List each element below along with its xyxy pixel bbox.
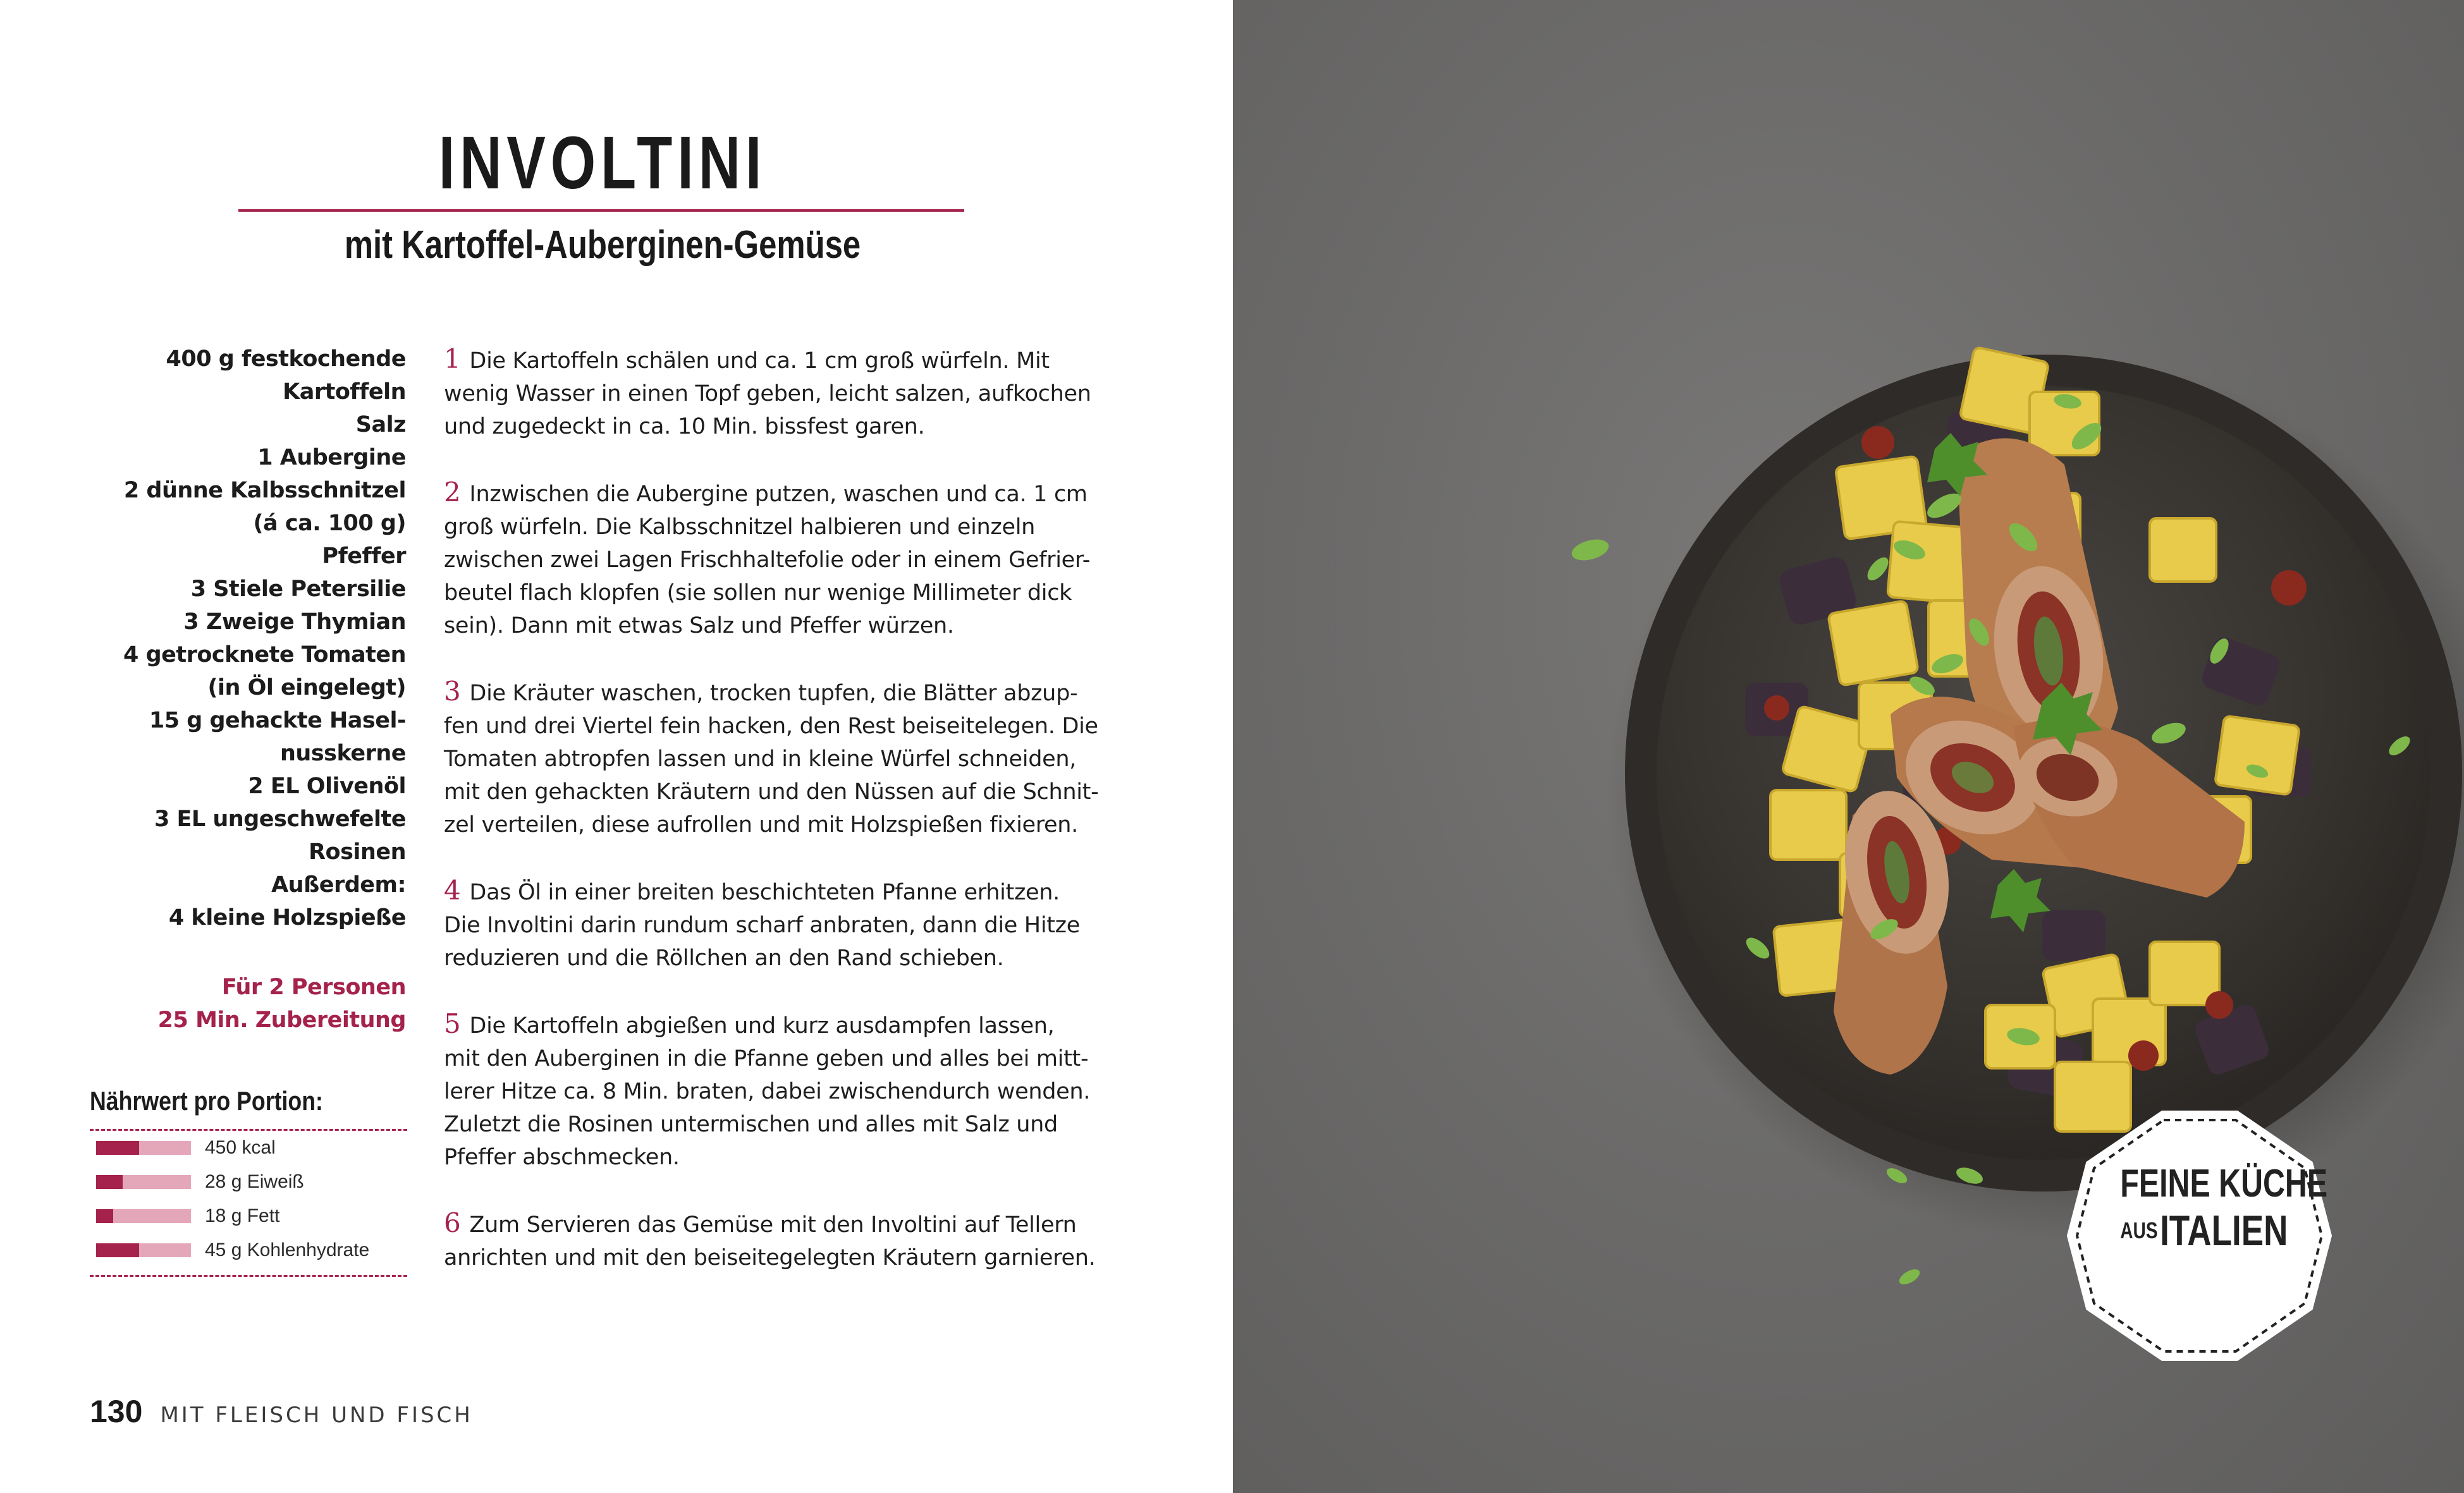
nutrition-label: 18 g Fett [205, 1205, 280, 1226]
step-line: Zuletzt die Rosinen untermischen und alles mit Salz und [444, 1112, 1058, 1137]
step-line [444, 1008, 1114, 1042]
badge-italien: ITALIEN [2160, 1207, 2288, 1255]
recipe-meta [95, 971, 406, 1037]
step-number: 6 [444, 1207, 461, 1238]
recipe-title: INVOLTINI [438, 121, 767, 205]
ingredient-line: nusskerne [280, 741, 406, 766]
ingredient-line: 15 g gehackte Hasel- [149, 708, 406, 733]
ingredient-line: Pfeffer [322, 544, 406, 569]
ingredient-line: 4 getrocknete Tomaten [123, 642, 406, 667]
step-number: 3 [444, 676, 461, 707]
nutrition-title: Nährwert pro Portion: [90, 1086, 323, 1116]
step-line [444, 343, 1114, 377]
step-text: Die Kartoffeln abgießen und kurz ausdampfen lassen, [469, 1013, 1055, 1039]
badge-aus: AUS [2120, 1217, 2158, 1243]
nutrition-bar-fill [96, 1243, 139, 1257]
instructions [444, 343, 1114, 1307]
step-line: groß würfeln. Die Kalbsschnitzel halbieren und einzeln [444, 515, 1036, 540]
nutrition-bar [96, 1141, 191, 1155]
nutrition-row [90, 1233, 407, 1267]
ingredient-line: 3 EL ungeschwefelte [154, 807, 406, 832]
instruction-step [444, 675, 1114, 841]
ingredient-line: Salz [355, 412, 406, 437]
step-line: lerer Hitze ca. 8 Min. braten, dabei zwischendurch wenden. [444, 1079, 1091, 1104]
ingredient-line: Außerdem: [271, 872, 406, 898]
instruction-step [444, 476, 1114, 642]
nutrition-row [90, 1165, 407, 1199]
nutrition-box [90, 1086, 407, 1277]
instruction-step [444, 1008, 1114, 1174]
ingredient-line: 4 kleine Holzspieße [168, 905, 406, 930]
step-line [444, 874, 1114, 909]
step-line: beutel flach klopfen (sie sollen nur wenige Millimeter dick [444, 580, 1072, 606]
step-line: anrichten und mit den beiseitegelegten Kräutern garnieren. [444, 1245, 1096, 1271]
step-text: Zum Servieren das Gemüse mit den Involtini auf Tellern [469, 1212, 1077, 1238]
servings-text: Für 2 Personen [221, 975, 406, 1000]
instruction-step [444, 1207, 1114, 1274]
step-line [444, 675, 1114, 710]
nutrition-bar [96, 1209, 191, 1223]
step-text: Das Öl in einer breiten beschichteten Pfanne erhitzen. [469, 880, 1060, 905]
step-line: fen und drei Viertel fein hacken, den Rest beiseitelegen. Die [444, 714, 1098, 739]
nutrition-label: 45 g Kohlenhydrate [205, 1240, 370, 1260]
step-line: Pfeffer abschmecken. [444, 1145, 680, 1170]
title-divider [238, 209, 964, 212]
step-line [444, 476, 1114, 511]
step-line: und zugedeckt in ca. 10 Min. bissfest garen. [444, 414, 925, 439]
step-line: mit den gehackten Kräutern und den Nüssen auf die Schnit- [444, 779, 1099, 805]
step-line: mit den Auberginen in die Pfanne geben und alles bei mitt- [444, 1046, 1089, 1071]
nutrition-bar-fill [96, 1209, 113, 1223]
step-number: 5 [444, 1008, 461, 1039]
ingredient-line: 3 Stiele Petersilie [190, 576, 406, 602]
instruction-step [444, 343, 1114, 443]
step-line: reduzieren und die Röllchen an den Rand schieben. [444, 946, 1004, 971]
ingredient-line: 1 Aubergine [257, 445, 406, 470]
nutrition-bar-fill [96, 1141, 139, 1155]
instruction-step [444, 874, 1114, 975]
nutrition-label: 450 kcal [205, 1137, 276, 1158]
step-line: zel verteilen, diese aufrollen und mit Holzspießen fixieren. [444, 812, 1078, 838]
ingredient-line: 400 g festkochende [166, 346, 406, 372]
dashed-divider [90, 1275, 407, 1277]
step-line: wenig Wasser in einen Topf geben, leicht salzen, aufkochen [444, 381, 1091, 406]
dish-illustration [1233, 0, 2464, 1493]
nutrition-bar [96, 1175, 191, 1189]
step-text: Die Kräuter waschen, trocken tupfen, die Blätter abzup- [469, 681, 1078, 706]
nutrition-label: 28 g Eiweiß [205, 1171, 304, 1192]
section-title: MIT FLEISCH UND FISCH [160, 1403, 473, 1428]
recipe-subtitle: mit Kartoffel-Auberginen-Gemüse [344, 223, 861, 267]
ingredient-line: 2 EL Olivenöl [248, 774, 406, 799]
badge-line-1: FEINE KÜCHE [2120, 1162, 2328, 1205]
ingredient-line: (á ca. 100 g) [253, 511, 406, 536]
nutrition-bar [96, 1243, 191, 1257]
page-number: 130 [90, 1394, 143, 1429]
ingredient-line: (in Öl eingelegt) [207, 675, 406, 700]
ingredient-line: 3 Zweige Thymian [183, 609, 406, 635]
ingredient-line: Kartoffeln [283, 379, 406, 405]
badge-label [2097, 1162, 2328, 1255]
ingredients-list [95, 343, 406, 934]
step-number: 2 [444, 477, 461, 508]
dish-photo [1233, 0, 2464, 1493]
step-number: 4 [444, 875, 461, 906]
step-line [444, 1207, 1114, 1241]
step-line: Die Involtini darin rundum scharf anbraten, dann die Hitze [444, 913, 1080, 938]
step-text: Inzwischen die Aubergine putzen, waschen und ca. 1 cm [469, 482, 1088, 507]
ingredient-line: Rosinen [309, 839, 406, 865]
nutrition-row [90, 1199, 407, 1233]
step-line: zwischen zwei Lagen Frischhaltefolie oder in einem Gefrier- [444, 547, 1091, 573]
badge-line-2 [2120, 1206, 2288, 1255]
page-footer [90, 1393, 473, 1430]
ingredient-line: 2 dünne Kalbsschnitzel [123, 478, 406, 503]
step-line: sein). Dann mit etwas Salz und Pfeffer würzen. [444, 613, 954, 638]
nutrition-bar-fill [96, 1175, 123, 1189]
step-text: Die Kartoffeln schälen und ca. 1 cm groß würfeln. Mit [469, 348, 1050, 374]
step-number: 1 [444, 343, 461, 374]
prep-time-text: 25 Min. Zubereitung [157, 1008, 406, 1033]
step-line: Tomaten abtropfen lassen und in kleine Würfel schneiden, [444, 746, 1077, 772]
nutrition-row [90, 1131, 407, 1165]
